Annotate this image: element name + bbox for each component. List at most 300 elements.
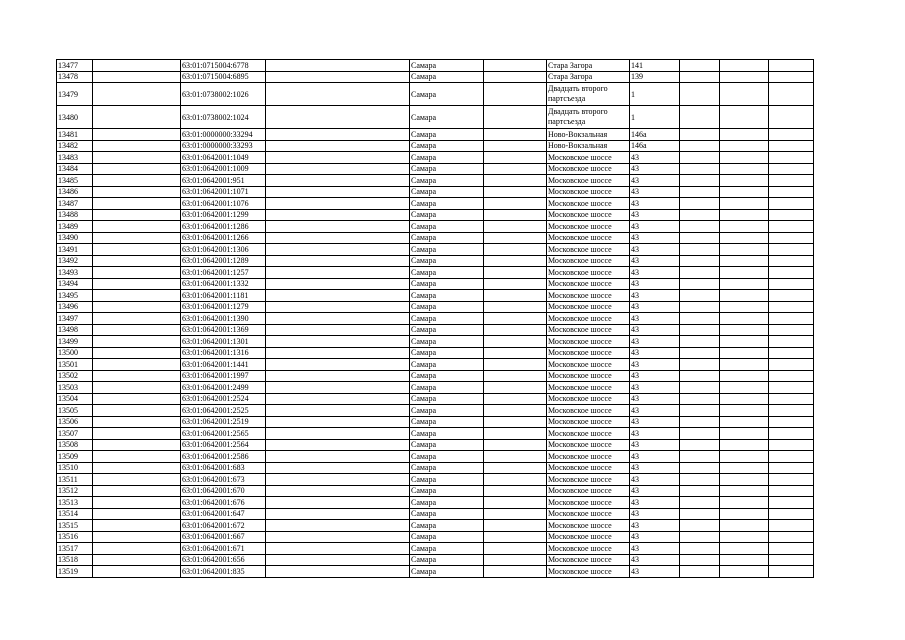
cell-row-number: 13506 <box>57 416 93 428</box>
cell-house: 43 <box>630 255 680 267</box>
cell-empty <box>93 106 181 129</box>
cell-empty <box>93 175 181 187</box>
cell-empty <box>93 278 181 290</box>
cell-row-number: 13494 <box>57 278 93 290</box>
cell-street: Ново-Вокзальная <box>547 140 630 152</box>
cell-cadastral-number: 63:01:0642001:1257 <box>181 267 266 279</box>
cell-empty <box>769 290 814 302</box>
table-row <box>57 221 814 233</box>
cell-row-number: 13478 <box>57 71 93 83</box>
cell-empty <box>93 186 181 198</box>
cell-empty <box>266 428 410 440</box>
cell-empty <box>266 71 410 83</box>
cell-empty <box>769 244 814 256</box>
cell-cadastral-number: 63:01:0642001:951 <box>181 175 266 187</box>
cell-empty <box>769 221 814 233</box>
table-row <box>57 324 814 336</box>
cell-empty <box>266 313 410 325</box>
cell-cadastral-number: 63:01:0642001:673 <box>181 474 266 486</box>
table-row <box>57 313 814 325</box>
cell-empty <box>720 244 769 256</box>
cell-row-number: 13515 <box>57 520 93 532</box>
cell-city: Самара <box>410 347 484 359</box>
cell-empty <box>266 531 410 543</box>
cell-row-number: 13489 <box>57 221 93 233</box>
cell-empty <box>720 393 769 405</box>
cell-empty <box>266 278 410 290</box>
cell-empty <box>769 451 814 463</box>
cell-empty <box>484 543 547 555</box>
cell-empty <box>769 313 814 325</box>
cell-empty <box>680 531 720 543</box>
cell-empty <box>266 336 410 348</box>
cell-row-number: 13501 <box>57 359 93 371</box>
cell-empty <box>484 186 547 198</box>
cell-cadastral-number: 63:01:0642001:1289 <box>181 255 266 267</box>
cell-street: Московское шоссе <box>547 543 630 555</box>
table-row <box>57 60 814 72</box>
cell-empty <box>484 140 547 152</box>
cell-empty <box>266 543 410 555</box>
cell-house: 43 <box>630 451 680 463</box>
cell-house: 43 <box>630 313 680 325</box>
cell-house: 43 <box>630 531 680 543</box>
cell-street: Московское шоссе <box>547 497 630 509</box>
cell-house: 43 <box>630 520 680 532</box>
cell-empty <box>720 71 769 83</box>
cell-house: 43 <box>630 508 680 520</box>
cell-empty <box>484 129 547 141</box>
cell-empty <box>266 324 410 336</box>
cell-house: 43 <box>630 554 680 566</box>
cell-cadastral-number: 63:01:0715004:6895 <box>181 71 266 83</box>
cell-empty <box>93 566 181 578</box>
cell-street: Московское шоссе <box>547 313 630 325</box>
cell-city: Самара <box>410 416 484 428</box>
cell-empty <box>769 474 814 486</box>
cell-empty <box>484 324 547 336</box>
cell-empty <box>720 198 769 210</box>
cell-empty <box>484 83 547 106</box>
cell-row-number: 13486 <box>57 186 93 198</box>
cell-empty <box>720 152 769 164</box>
cell-empty <box>266 232 410 244</box>
cell-empty <box>93 405 181 417</box>
cell-city: Самара <box>410 531 484 543</box>
cell-house: 43 <box>630 163 680 175</box>
cell-empty <box>680 543 720 555</box>
cell-house: 43 <box>630 324 680 336</box>
cell-empty <box>720 232 769 244</box>
cell-empty <box>680 566 720 578</box>
cell-street: Московское шоссе <box>547 405 630 417</box>
cell-empty <box>680 370 720 382</box>
cell-empty <box>266 508 410 520</box>
cell-street: Московское шоссе <box>547 336 630 348</box>
cell-row-number: 13498 <box>57 324 93 336</box>
cell-empty <box>680 301 720 313</box>
cell-empty <box>93 232 181 244</box>
cell-row-number: 13479 <box>57 83 93 106</box>
cell-empty <box>266 244 410 256</box>
cell-empty <box>484 497 547 509</box>
cell-city: Самара <box>410 508 484 520</box>
cell-empty <box>680 244 720 256</box>
cell-cadastral-number: 63:01:0642001:2519 <box>181 416 266 428</box>
cell-empty <box>484 232 547 244</box>
cell-cadastral-number: 63:01:0642001:1009 <box>181 163 266 175</box>
cell-empty <box>720 508 769 520</box>
cell-row-number: 13491 <box>57 244 93 256</box>
cell-empty <box>484 531 547 543</box>
cell-house: 146а <box>630 140 680 152</box>
cell-empty <box>484 520 547 532</box>
cell-empty <box>484 313 547 325</box>
cell-empty <box>680 485 720 497</box>
cell-city: Самара <box>410 439 484 451</box>
cell-empty <box>769 359 814 371</box>
cell-empty <box>266 451 410 463</box>
cell-cadastral-number: 63:01:0642001:1266 <box>181 232 266 244</box>
cell-empty <box>720 290 769 302</box>
cell-cadastral-number: 63:01:0642001:1316 <box>181 347 266 359</box>
cell-empty <box>680 106 720 129</box>
table-row <box>57 267 814 279</box>
cell-empty <box>680 313 720 325</box>
cell-empty <box>484 60 547 72</box>
cell-cadastral-number: 63:01:0642001:672 <box>181 520 266 532</box>
cell-row-number: 13516 <box>57 531 93 543</box>
cell-row-number: 13509 <box>57 451 93 463</box>
table-row <box>57 531 814 543</box>
cell-street: Московское шоссе <box>547 324 630 336</box>
table-row <box>57 244 814 256</box>
cell-row-number: 13483 <box>57 152 93 164</box>
cell-cadastral-number: 63:01:0642001:670 <box>181 485 266 497</box>
cell-empty <box>484 267 547 279</box>
cell-empty <box>484 485 547 497</box>
cell-empty <box>720 462 769 474</box>
table-row <box>57 278 814 290</box>
cell-house: 43 <box>630 347 680 359</box>
cell-empty <box>266 152 410 164</box>
cell-empty <box>680 232 720 244</box>
cell-empty <box>680 209 720 221</box>
cell-empty <box>484 175 547 187</box>
cell-street: Московское шоссе <box>547 439 630 451</box>
cell-row-number: 13510 <box>57 462 93 474</box>
cell-empty <box>93 244 181 256</box>
table-row <box>57 301 814 313</box>
cell-empty <box>720 416 769 428</box>
cell-empty <box>769 198 814 210</box>
cell-house: 43 <box>630 393 680 405</box>
cell-empty <box>93 129 181 141</box>
cell-cadastral-number: 63:01:0642001:1279 <box>181 301 266 313</box>
cell-row-number: 13495 <box>57 290 93 302</box>
table-row <box>57 382 814 394</box>
cell-street: Двадцать второго партсъезда <box>547 106 630 129</box>
cell-cadastral-number: 63:01:0642001:671 <box>181 543 266 555</box>
cell-city: Самара <box>410 129 484 141</box>
cell-empty <box>266 255 410 267</box>
cell-empty <box>680 71 720 83</box>
cell-cadastral-number: 63:01:0642001:676 <box>181 497 266 509</box>
cell-empty <box>720 313 769 325</box>
cell-empty <box>720 221 769 233</box>
table-row <box>57 520 814 532</box>
cell-street: Московское шоссе <box>547 232 630 244</box>
cell-empty <box>769 508 814 520</box>
table-row <box>57 462 814 474</box>
cell-house: 43 <box>630 186 680 198</box>
cell-city: Самара <box>410 175 484 187</box>
cell-empty <box>680 428 720 440</box>
cell-empty <box>680 163 720 175</box>
cell-house: 43 <box>630 497 680 509</box>
cell-empty <box>769 566 814 578</box>
cell-empty <box>680 382 720 394</box>
cell-empty <box>484 508 547 520</box>
cell-empty <box>769 106 814 129</box>
table-row <box>57 163 814 175</box>
cell-empty <box>484 152 547 164</box>
cell-empty <box>484 255 547 267</box>
cell-house: 43 <box>630 336 680 348</box>
table-row <box>57 336 814 348</box>
cell-street: Московское шоссе <box>547 290 630 302</box>
cell-house: 43 <box>630 474 680 486</box>
cell-empty <box>93 451 181 463</box>
cell-empty <box>93 428 181 440</box>
cell-house: 146а <box>630 129 680 141</box>
cell-city: Самара <box>410 60 484 72</box>
table-row <box>57 566 814 578</box>
cell-empty <box>769 416 814 428</box>
cell-empty <box>720 106 769 129</box>
cell-row-number: 13500 <box>57 347 93 359</box>
cell-empty <box>93 359 181 371</box>
cell-empty <box>680 324 720 336</box>
cell-row-number: 13518 <box>57 554 93 566</box>
cell-cadastral-number: 63:01:0642001:1306 <box>181 244 266 256</box>
cell-city: Самара <box>410 71 484 83</box>
cell-cadastral-number: 63:01:0642001:1390 <box>181 313 266 325</box>
cell-empty <box>266 462 410 474</box>
table-row <box>57 485 814 497</box>
table-row <box>57 359 814 371</box>
cell-empty <box>266 566 410 578</box>
cell-city: Самара <box>410 232 484 244</box>
cell-street: Московское шоссе <box>547 163 630 175</box>
cell-empty <box>769 497 814 509</box>
cell-row-number: 13499 <box>57 336 93 348</box>
cell-empty <box>93 474 181 486</box>
cell-empty <box>266 83 410 106</box>
cell-row-number: 13504 <box>57 393 93 405</box>
cell-empty <box>484 393 547 405</box>
cell-city: Самара <box>410 554 484 566</box>
table-row <box>57 198 814 210</box>
cell-empty <box>680 520 720 532</box>
cell-street: Московское шоссе <box>547 416 630 428</box>
cell-empty <box>266 140 410 152</box>
table-row <box>57 439 814 451</box>
cell-empty <box>720 554 769 566</box>
cell-empty <box>769 554 814 566</box>
cell-row-number: 13513 <box>57 497 93 509</box>
cell-empty <box>769 60 814 72</box>
cell-city: Самара <box>410 313 484 325</box>
cell-empty <box>720 347 769 359</box>
cell-empty <box>769 336 814 348</box>
cell-empty <box>266 554 410 566</box>
cell-empty <box>93 290 181 302</box>
cell-cadastral-number: 63:01:0642001:667 <box>181 531 266 543</box>
cell-street: Московское шоссе <box>547 508 630 520</box>
table-row <box>57 255 814 267</box>
cell-row-number: 13496 <box>57 301 93 313</box>
cell-empty <box>266 474 410 486</box>
cell-cadastral-number: 63:01:0642001:647 <box>181 508 266 520</box>
cell-empty <box>769 370 814 382</box>
table-row <box>57 497 814 509</box>
cell-cadastral-number: 63:01:0642001:1071 <box>181 186 266 198</box>
table-row <box>57 543 814 555</box>
cell-empty <box>720 301 769 313</box>
cell-empty <box>266 382 410 394</box>
cell-street: Московское шоссе <box>547 186 630 198</box>
cell-empty <box>266 439 410 451</box>
cell-empty <box>484 244 547 256</box>
cell-city: Самара <box>410 451 484 463</box>
cell-empty <box>769 186 814 198</box>
cell-empty <box>93 497 181 509</box>
cell-empty <box>769 382 814 394</box>
cell-cadastral-number: 63:01:0642001:2564 <box>181 439 266 451</box>
cell-city: Самара <box>410 370 484 382</box>
cell-street: Московское шоссе <box>547 255 630 267</box>
table-row <box>57 232 814 244</box>
cell-empty <box>769 428 814 440</box>
cell-city: Самара <box>410 359 484 371</box>
cell-empty <box>769 255 814 267</box>
cell-empty <box>769 405 814 417</box>
table-row <box>57 71 814 83</box>
cell-cadastral-number: 63:01:0642001:1997 <box>181 370 266 382</box>
table-row <box>57 290 814 302</box>
cell-empty <box>680 393 720 405</box>
cell-row-number: 13519 <box>57 566 93 578</box>
cell-street: Московское шоссе <box>547 347 630 359</box>
cell-street: Московское шоссе <box>547 152 630 164</box>
cell-empty <box>720 531 769 543</box>
cell-empty <box>484 474 547 486</box>
cell-empty <box>720 278 769 290</box>
cell-city: Самара <box>410 301 484 313</box>
cell-row-number: 13480 <box>57 106 93 129</box>
cell-street: Московское шоссе <box>547 198 630 210</box>
cell-empty <box>720 566 769 578</box>
cell-empty <box>266 370 410 382</box>
cell-cadastral-number: 63:01:0642001:2586 <box>181 451 266 463</box>
cell-city: Самара <box>410 106 484 129</box>
cell-house: 1 <box>630 83 680 106</box>
cell-empty <box>484 405 547 417</box>
cell-empty <box>93 267 181 279</box>
cell-empty <box>93 71 181 83</box>
cell-empty <box>769 324 814 336</box>
cell-street: Московское шоссе <box>547 451 630 463</box>
cell-street: Московское шоссе <box>547 393 630 405</box>
cell-street: Московское шоссе <box>547 209 630 221</box>
cell-empty <box>93 152 181 164</box>
table-row <box>57 405 814 417</box>
cell-street: Московское шоссе <box>547 382 630 394</box>
cell-empty <box>769 232 814 244</box>
cell-cadastral-number: 63:01:0642001:683 <box>181 462 266 474</box>
cell-empty <box>93 255 181 267</box>
table-row <box>57 508 814 520</box>
cell-empty <box>266 485 410 497</box>
cell-empty <box>680 474 720 486</box>
cell-street: Московское шоссе <box>547 175 630 187</box>
cell-street: Московское шоссе <box>547 474 630 486</box>
cell-empty <box>93 301 181 313</box>
table-row <box>57 416 814 428</box>
cell-row-number: 13507 <box>57 428 93 440</box>
cell-row-number: 13517 <box>57 543 93 555</box>
cell-empty <box>266 520 410 532</box>
cell-house: 43 <box>630 244 680 256</box>
cell-row-number: 13477 <box>57 60 93 72</box>
table-row <box>57 209 814 221</box>
cell-city: Самара <box>410 497 484 509</box>
cell-empty <box>720 129 769 141</box>
cell-empty <box>720 336 769 348</box>
cell-empty <box>769 485 814 497</box>
cell-empty <box>266 290 410 302</box>
cell-empty <box>680 336 720 348</box>
cell-empty <box>720 474 769 486</box>
cell-empty <box>266 393 410 405</box>
cell-city: Самара <box>410 405 484 417</box>
cell-empty <box>93 439 181 451</box>
cell-empty <box>769 543 814 555</box>
cell-empty <box>484 462 547 474</box>
cell-empty <box>769 140 814 152</box>
cell-empty <box>680 129 720 141</box>
cell-house: 43 <box>630 290 680 302</box>
cell-empty <box>720 186 769 198</box>
cell-empty <box>720 370 769 382</box>
cell-empty <box>680 60 720 72</box>
cell-empty <box>266 163 410 175</box>
cell-empty <box>266 221 410 233</box>
cell-empty <box>720 267 769 279</box>
cell-house: 43 <box>630 370 680 382</box>
cell-empty <box>484 209 547 221</box>
cell-empty <box>93 221 181 233</box>
table-row <box>57 83 814 106</box>
table-row <box>57 106 814 129</box>
cell-cadastral-number: 63:01:0642001:1301 <box>181 336 266 348</box>
cell-empty <box>93 462 181 474</box>
cell-empty <box>720 428 769 440</box>
cell-empty <box>266 175 410 187</box>
cell-empty <box>93 520 181 532</box>
cell-empty <box>680 497 720 509</box>
